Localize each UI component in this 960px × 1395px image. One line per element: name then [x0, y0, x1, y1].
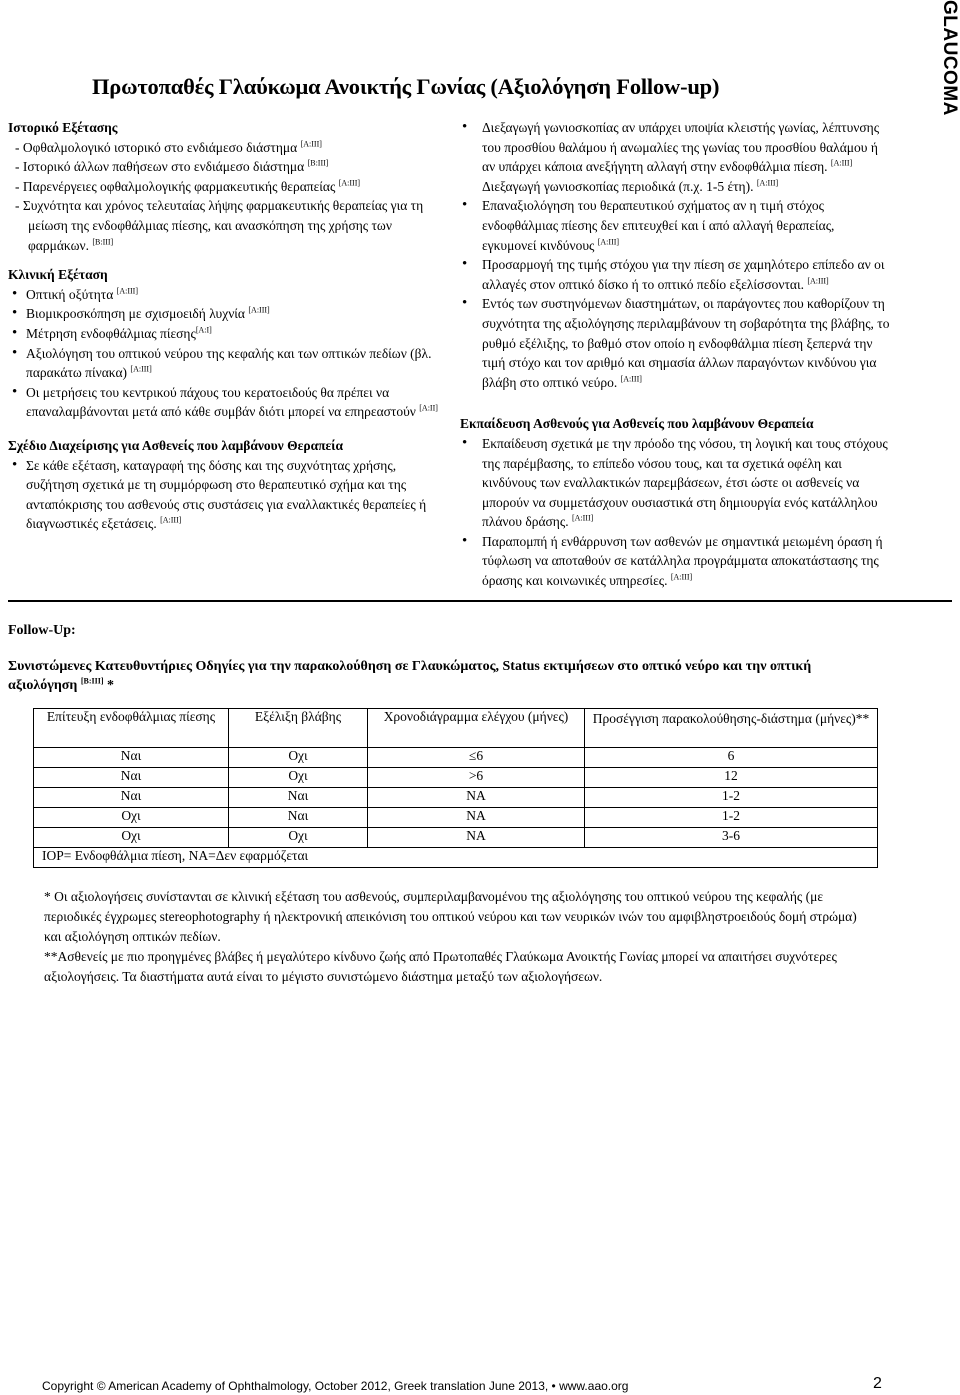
copyright: Copyright © American Academy of Ophthalmology, October 2012, Greek translation June 2013, • www.aao.org	[42, 1379, 629, 1393]
side-tab-label: GLAUCOMA	[939, 0, 960, 116]
clinical-item: • Μέτρηση ενδοφθάλμιας πίεσης[A:I]	[8, 324, 438, 344]
history-heading: Ιστορικό Εξέτασης	[8, 120, 118, 135]
history-item: - Οφθαλμολογικό ιστορικό στο ενδιάμεσο διάστημα [A:III]	[15, 139, 322, 155]
table-header: Εξέλιξη βλάβης	[229, 709, 368, 748]
table-header: Προσέγγιση παρακολούθησης-διάστημα (μήνες)**	[585, 709, 878, 748]
education-item: • Παραπομπή ή ενθάρρυνση των ασθενών με σημαντικά μειωμένη όραση ή τύφλωση να αποταθούν σε κατάλληλα προγράμματα αποκατάστασης της όρασης και κοινωνικές υπηρεσίες. [A:III]	[460, 532, 890, 591]
clinical-heading: Κλινική Εξέταση	[8, 267, 108, 283]
table-row: Ναι Ναι NA 1-2	[34, 788, 878, 808]
plan-item-cont: • Εντός των συστηνόμενων διαστημάτων, οι παράγοντες που καθορίζουν τη συχνότητα της αξιολόγησης περιλαμβάνουν τη σοβαρότητα της βλάβης, το ρυθμό εξέλιξης, το βαθμό στον οποίο η ενδοφθάλμια πίεση ξεπερνά την τιμή στόχο και τον αριθμό και σημασία άλλων παραγόντων κινδύνου για βλάβη στο οπτικό νεύρο. [A:III]	[460, 294, 890, 392]
footnotes	[44, 887, 874, 987]
side-tab	[938, 0, 960, 135]
table-row: Οχι Οχι NA 3-6	[34, 828, 878, 848]
education-item: • Εκπαίδευση σχετικά με την πρόοδο της νόσου, τη λογική και τους στόχους της παρέμβασης, το επίπεδο νόσου τους, και τα σχετικά οφέλη και κινδύνους των εναλλακτικών παρεμβάσεων, έτσι ώστε οι ασθενείς να μπορούν να συμμετάσχουν ουσιαστικά στη δημιουργία ενός κατάλληλου πλάνου δράσης. [A:III]	[460, 434, 890, 532]
plan-item-cont: • Διεξαγωγή γωνιοσκοπίας αν υπάρχει υποψία κλειστής γωνίας, λέπτυνσης του προσθίου θαλάμου ή ανωμαλίες της γωνίας του προσθίου θαλάμου ή αν υπάρχει κάποια ανεξήγητη αλλαγή στην ενδοφθάλμια πίεση. [A:III] Διεξαγωγή γωνιοσκοπίας περιοδικά (π.χ. 1-5 έτη). [A:III]	[460, 118, 890, 196]
footnote-2: **Ασθενείς με πιο προηγμένες βλάβες ή μεγαλύτερο κίνδυνο ζωής από Πρωτοπαθές Γλαύκωμα Ανοικτής Γωνίας μπορεί να απαιτήσει συχνότερες αξιολογήσεις. Τα διαστήματα αυτά είναι το μέγιστο συνιστώμενο διάστημα μεταξύ των αξιολογήσεων.	[44, 949, 837, 984]
table-header: Χρονοδιάγραμμα ελέγχου (μήνες)	[368, 709, 585, 748]
clinical-item: • Οπτική οξύτητα [A:III]	[8, 285, 438, 305]
clinical-item: • Βιομικροσκόπηση με σχισμοειδή λυχνία [A:III]	[8, 304, 438, 324]
plan-item: • Σε κάθε εξέταση, καταγραφή της δόσης και της συχνότητας χρήσης, συζήτηση σχετικά με τη συμμόρφωση στο θεραπευτικό σχήμα και της ανταπόκρισης του ασθενούς στις συστάσεις για εναλλακτικές θεραπείες ή διαγνωστικές εξετάσεις. [A:III]	[8, 456, 438, 534]
section-divider	[8, 600, 952, 602]
table-header: Επίτευξη ενδοφθάλμιας πίεσης	[34, 709, 229, 748]
left-column	[8, 118, 438, 534]
history-item: - Ιστορικό άλλων παθήσεων στο ενδιάμεσο διάστημα [B:III]	[15, 158, 329, 175]
followup-label: Follow-Up:	[8, 623, 76, 638]
page-title: Πρωτοπαθές Γλαύκωμα Ανοικτής Γωνίας (Αξιολόγηση Follow-up)	[92, 74, 720, 99]
education-heading: Εκπαίδευση Ασθενούς για Ασθενείς που λαμβάνουν Θεραπεία	[460, 416, 814, 432]
clinical-item: • Οι μετρήσεις του κεντρικού πάχους του κερατοειδούς θα πρέπει να επαναλαμβάνονται μετά από κάθε συμβάν διότι μπορεί να επηρεαστούν [A:II]	[8, 383, 438, 422]
table-row: Οχι Ναι NA 1-2	[34, 808, 878, 828]
history-item: - Συχνότητα και χρόνος τελευταίας λήψης φαρμακευτικής θεραπείας για τη μείωση της ενδοφθάλμιας πίεσης, και ανασκόπηση της χρήσης των φαρμάκων. [B:III]	[15, 198, 424, 253]
table-header-row	[34, 709, 878, 748]
page-number: 2	[873, 1375, 882, 1392]
table-legend: IOP= Ενδοφθάλμια πίεση, NA=Δεν εφαρμόζεται	[34, 848, 878, 868]
table-row: Ναι Οχι ≤6 6	[34, 748, 878, 768]
table-legend-row	[34, 848, 878, 868]
followup-table	[33, 708, 878, 868]
followup-guide: Συνιστώμενες Κατευθυντήριες Οδηγίες για την παρακολούθηση σε Γλαυκώματος, Status εκτιμήσεων στο οπτικό νεύρο και την οπτική αξιολόγηση [B:III] *	[8, 659, 812, 693]
history-item: - Παρενέργειες οφθαλμολογικής φαρμακευτικής θεραπείας [A:III]	[15, 178, 361, 194]
plan-item-cont: • Επαναξιολόγηση του θεραπευτικού σχήματος αν η τιμή στόχος ενδοφθάλμιας πίεσης δεν επιτευχθεί και ί από αλλαγή θεραπείας, εγκυμονεί κινδύνους [A:III]	[460, 196, 890, 255]
plan-item-cont: • Προσαρμογή της τιμής στόχου για την πίεση σε χαμηλότερο επίπεδο αν οι αλλαγές στον οπτικό δίσκο ή το οπτικό πεδίο εξελίσσονται. [A:III]	[460, 255, 890, 294]
clinical-item: • Αξιολόγηση του οπτικού νεύρου της κεφαλής και των οπτικών πεδίων (βλ. παρακάτω πίνακα) [A:III]	[8, 344, 438, 383]
table-row: Ναι Οχι >6 12	[34, 768, 878, 788]
footnote-1: * Οι αξιολογήσεις συνίστανται σε κλινική εξέταση του ασθενούς, συμπεριλαμβανομένου της αξιολόγησης του οπτικού νεύρου της κεφαλής (με περιοδικές έγχρωμες stereophotography ή ηλεκτρονική απεικόνιση του οπτικού νεύρου και των νευρικών ινών του αμφιβληστροειδούς δομή στρώμα) και αξιολόγηση οπτικών πεδίων.	[44, 889, 857, 944]
right-column	[460, 118, 890, 591]
plan-heading: Σχέδιο Διαχείρισης για Ασθενείς που λαμβάνουν Θεραπεία	[8, 437, 343, 453]
